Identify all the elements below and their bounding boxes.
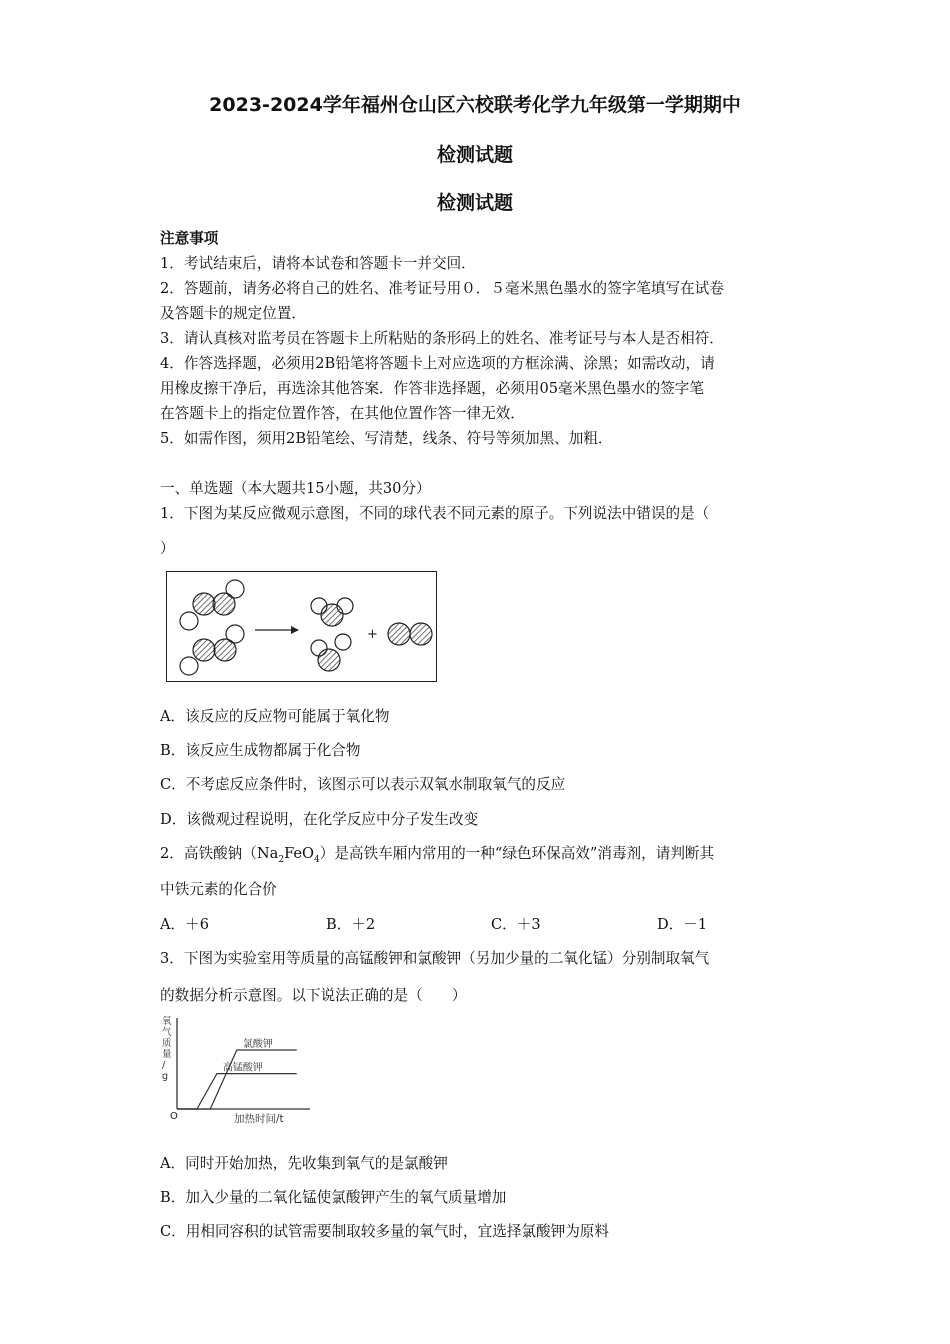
q2-option-c: C．＋3	[491, 916, 541, 933]
q2-option-d: D．－1	[657, 916, 708, 933]
atom-hatched	[214, 639, 236, 661]
notice-heading: 注意事项	[160, 230, 219, 247]
q2-sub-2: 4	[314, 854, 320, 865]
q3-stem: 3．下图为实验室用等质量的高锰酸钾和氯酸钾（另加少量的二氧化锰）分别制取氧气	[160, 950, 710, 967]
notice-line: 4．作答选择题，必须用2B铅笔将答题卡上对应选项的方框涂满、涂黑；如需改动，请	[160, 355, 715, 372]
exam-subtitle: 检测试题	[436, 192, 513, 214]
chart-series-line-potassium-chlorate	[177, 1050, 297, 1109]
q1-option-c: C．不考虑反应条件时，该图示可以表示双氧水制取氧气的反应	[160, 776, 566, 793]
q2-stem-mid: FeO	[284, 845, 314, 862]
exam-title-line2: 检测试题	[436, 144, 513, 166]
atom-hatched	[318, 649, 340, 671]
section-heading: 一、单选题（本大题共15小题，共30分）	[160, 480, 431, 497]
q3-option-c: C．用相同容积的试管需要制取较多量的氧气时，宜选择氯酸钾为原料	[160, 1223, 609, 1240]
q1-option-a: A．该反应的反应物可能属于氧化物	[160, 708, 390, 725]
chart-ylabel-char: 气	[162, 1027, 172, 1038]
atom-hatched	[321, 604, 343, 626]
q1-stem-close: ）	[160, 540, 175, 557]
notice-line: 3．请认真核对监考员在答题卡上所粘贴的条形码上的姓名、准考证号与本人是否相符．	[160, 330, 724, 347]
q1-option-d: D．该微观过程说明，在化学反应中分子发生改变	[160, 811, 479, 828]
q2-stem-pre: 2．高铁酸钠（Na	[160, 845, 279, 862]
chart-ylabel-char: 质	[162, 1038, 172, 1049]
reaction-diagram-svg	[167, 572, 435, 680]
notice-line: 5．如需作图，须用2B铅笔绘、写清楚，线条、符号等须加黑、加粗．	[160, 430, 613, 447]
plus-sign: +	[367, 627, 378, 642]
notice-line: 在答题卡上的指定位置作答，在其他位置作答一律无效．	[160, 405, 525, 422]
notice-line: 及答题卡的规定位置．	[160, 305, 306, 322]
exam-title-line1: 2023-2024学年福州仓山区六校联考化学九年级第一学期期中	[209, 94, 741, 116]
q3-option-a: A．同时开始加热，先收集到氧气的是氯酸钾	[160, 1155, 448, 1172]
q3-stem-line2: 的数据分析示意图。以下说法正确的是（ ）	[160, 987, 467, 1004]
chart-series-line-potassium-permanganate	[177, 1074, 297, 1109]
atom-white	[180, 657, 198, 675]
chart-ylabel-char: 氧	[162, 1016, 172, 1027]
reaction-arrow-head	[291, 626, 299, 634]
q2-option-a: A．＋6	[160, 916, 210, 933]
q2-stem-post: ）是高铁车厢内常用的一种“绿色环保高效”消毒剂，请判断其	[319, 845, 715, 862]
atom-white	[180, 612, 198, 630]
notice-line: 用橡皮擦干净后，再选涂其他答案．作答非选择题，必须用05毫米黑色墨水的签字笔	[160, 380, 704, 397]
reaction-diagram	[166, 571, 437, 682]
atom-hatched	[410, 623, 432, 645]
chart-origin-label: O	[170, 1111, 178, 1122]
chart-ylabel-char: 量	[162, 1049, 172, 1060]
atom-white	[335, 634, 351, 650]
chart-xlabel: 加热时间/t	[234, 1113, 284, 1125]
chart-ylabel	[162, 1015, 172, 1082]
q2-stem-line2: 中铁元素的化合价	[160, 881, 277, 898]
chart-ylabel-char: g	[162, 1071, 169, 1082]
atom-hatched	[213, 593, 235, 615]
chart-series-label: 氯酸钾	[242, 1039, 273, 1050]
atom-hatched	[193, 639, 215, 661]
notice-line: 1．考试结束后，请将本试卷和答题卡一并交回．	[160, 255, 476, 272]
q2-sub-1: 2	[278, 854, 285, 865]
q1-stem: 1．下图为某反应微观示意图，不同的球代表不同元素的原子。下列说法中错误的是（	[160, 505, 710, 522]
q2-stem	[160, 842, 714, 865]
oxygen-chart	[160, 1012, 320, 1130]
q2-option-b: B．＋2	[326, 916, 376, 933]
atom-hatched	[388, 623, 410, 645]
atom-hatched	[193, 593, 215, 615]
notice-line: 2．答题前，请务必将自己的姓名、准考证号用０．５毫米黑色墨水的签字笔填写在试卷	[160, 280, 724, 297]
chart-series-label: 高锰酸钾	[222, 1062, 263, 1074]
q1-option-b: B．该反应生成物都属于化合物	[160, 742, 361, 759]
q3-option-b: B．加入少量的二氧化锰使氯酸钾产生的氧气质量增加	[160, 1189, 507, 1206]
chart-ylabel-char: /	[162, 1060, 166, 1071]
